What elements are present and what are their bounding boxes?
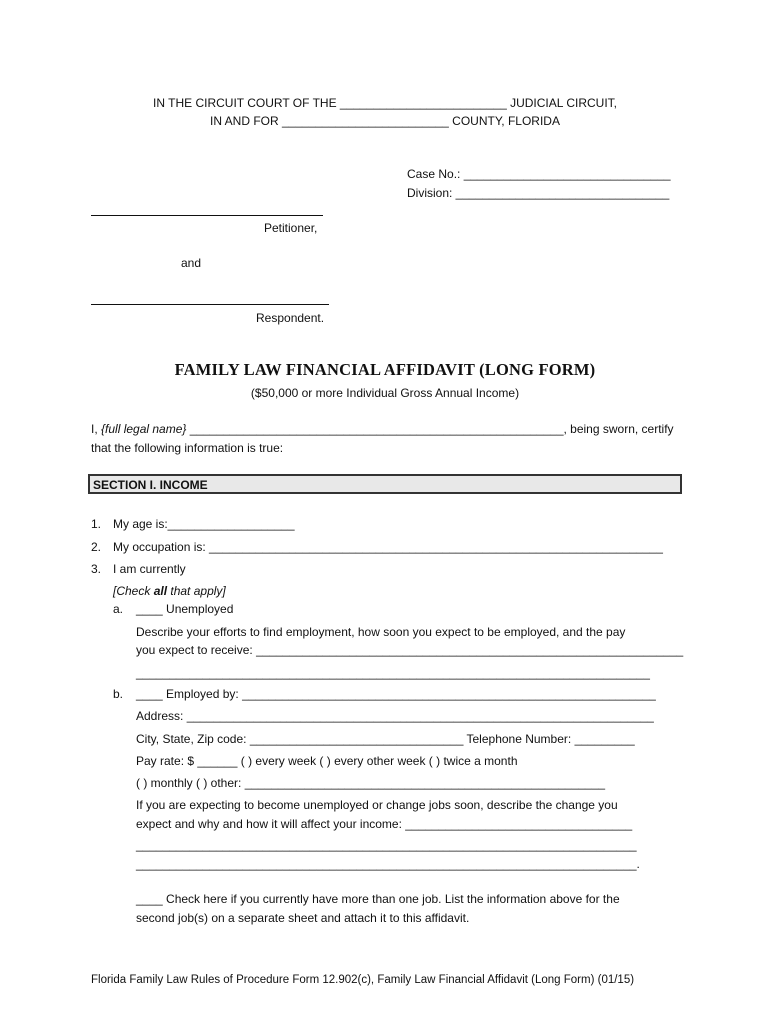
pay-rate-field[interactable]: Pay rate: $ ______ ( ) every week ( ) every other week ( ) twice a month — [136, 754, 518, 768]
respondent-label: Respondent. — [256, 311, 325, 325]
check-all-instruction — [113, 584, 226, 598]
petitioner-label: Petitioner, — [264, 221, 318, 235]
address-field[interactable]: Address: ______________________________________________________________________ — [136, 709, 654, 723]
full-name-hint: {full legal name} — [101, 422, 187, 436]
pay-frequency-other-field[interactable]: ( ) monthly ( ) other: ______________________________________________________ — [136, 776, 606, 790]
occupation-field[interactable]: My occupation is: ____________________________________________________________________ — [113, 540, 663, 554]
describe-efforts-line3[interactable]: _____________________________________________________________________________ — [136, 666, 650, 680]
oath-line2: that the following information is true: — [91, 441, 284, 455]
item-number-2: 2. — [91, 540, 102, 554]
case-number-field[interactable]: Case No.: _______________________________ — [407, 167, 671, 181]
city-state-zip-telephone-field[interactable]: City, State, Zip code: ________________________________ Telephone Number: _________ — [136, 732, 635, 746]
court-caption-line1: IN THE CIRCUIT COURT OF THE _________________________ JUDICIAL CIRCUIT, — [153, 96, 617, 110]
division-field[interactable]: Division: ________________________________ — [407, 186, 670, 200]
describe-efforts-line1: Describe your efforts to find employment, how soon you expect to be employed, and the pay — [136, 625, 626, 639]
oath-line1[interactable] — [91, 422, 674, 436]
subitem-b-label: b. — [113, 687, 124, 701]
and-label: and — [181, 256, 202, 270]
change-jobs-line4[interactable]: ___________________________________________________________________________. — [136, 857, 640, 871]
full-name-field[interactable]: ________________________________________________________, being sworn, certify — [186, 422, 674, 436]
petitioner-name-line[interactable] — [91, 215, 323, 216]
form-title: FAMILY LAW FINANCIAL AFFIDAVIT (LONG FORM) — [174, 360, 596, 379]
unemployed-checkbox[interactable]: ____ Unemployed — [136, 602, 234, 616]
subitem-a-label: a. — [113, 602, 124, 616]
check-all-post: that apply] — [167, 584, 226, 598]
multiple-jobs-checkbox[interactable]: ____ Check here if you currently have more than one job. List the information above for the — [136, 892, 620, 906]
check-all-bold: all — [153, 584, 168, 598]
multiple-jobs-line2: second job(s) on a separate sheet and attach it to this affidavit. — [136, 911, 470, 925]
age-field[interactable]: My age is:___________________ — [113, 517, 295, 531]
change-jobs-line3[interactable]: ___________________________________________________________________________ — [136, 838, 637, 852]
change-jobs-line2[interactable]: expect and why and how it will affect your income: __________________________________ — [136, 817, 633, 831]
item-number-1: 1. — [91, 517, 102, 531]
respondent-name-line[interactable] — [91, 304, 329, 305]
section-header-label: SECTION I. INCOME — [93, 478, 208, 492]
employed-by-field[interactable]: ____ Employed by: ______________________________________________________________ — [136, 687, 656, 701]
change-jobs-line1: If you are expecting to become unemployed or change jobs soon, describe the change you — [136, 798, 618, 812]
section-header-income — [88, 474, 682, 494]
currently-label: I am currently — [113, 562, 186, 576]
oath-prefix: I, — [91, 422, 102, 436]
check-all-pre: [Check — [113, 584, 154, 598]
form-subtitle: ($50,000 or more Individual Gross Annual Income) — [250, 386, 520, 400]
describe-efforts-line2[interactable]: you expect to receive: ________________________________________________________________ — [136, 643, 684, 657]
court-caption-line2: IN AND FOR _________________________ COUNTY, FLORIDA — [210, 114, 560, 128]
item-number-3: 3. — [91, 562, 102, 576]
form-footer: Florida Family Law Rules of Procedure Form 12.902(c), Family Law Financial Affidavit (Long Form) (01/15) — [91, 974, 635, 986]
